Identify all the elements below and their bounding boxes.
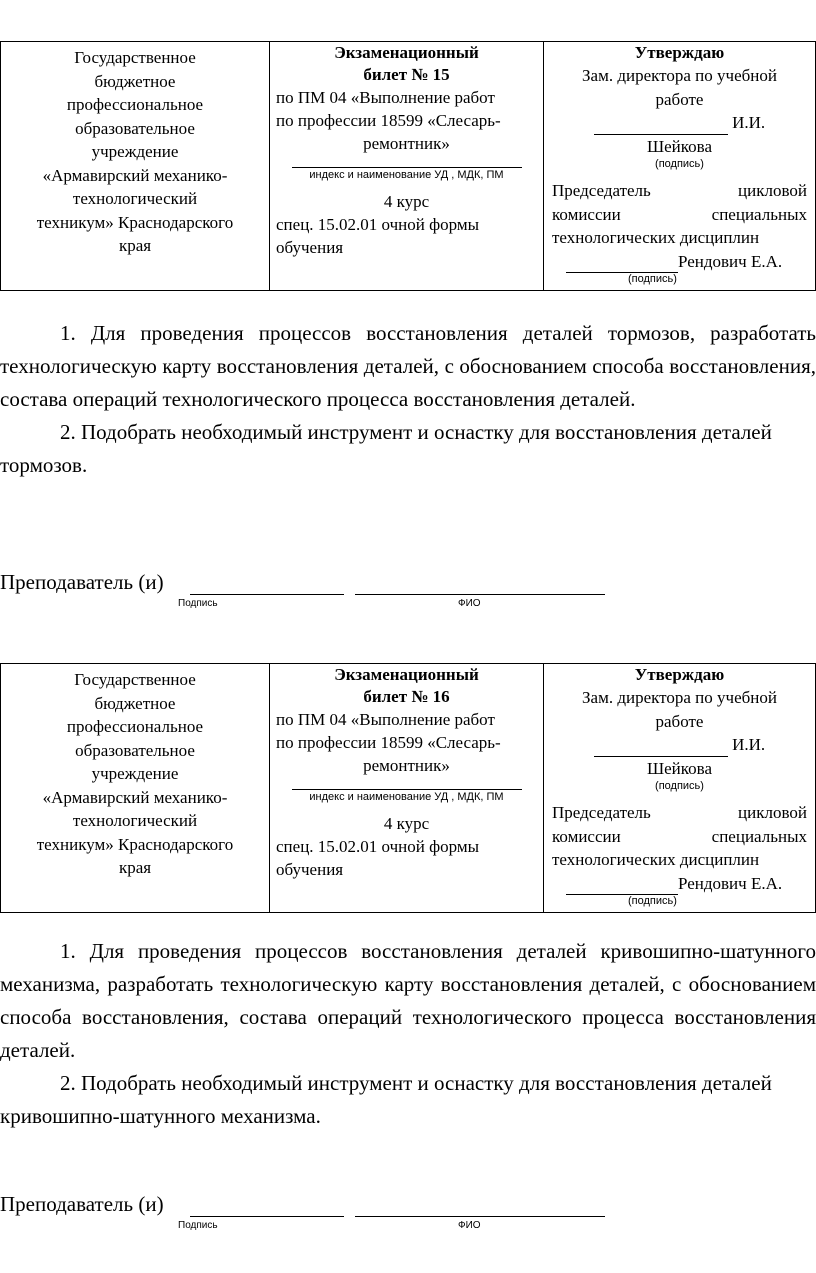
signature-caption: (подпись) xyxy=(655,780,704,792)
institution-line: бюджетное xyxy=(94,71,176,91)
institution-line: образовательное xyxy=(75,118,195,138)
spec-line: спец. 15.02.01 очной формы xyxy=(276,837,480,856)
institution-line: техникум» Краснодарского xyxy=(36,834,234,854)
teacher-sign-line xyxy=(190,1216,344,1217)
institution-line: образовательное xyxy=(75,740,195,760)
index-caption: индекс и наименование УД , МДК, ПМ xyxy=(309,169,504,181)
spec-line: обучения xyxy=(276,238,344,257)
approve-title: Утверждаю xyxy=(634,665,725,684)
institution-line: края xyxy=(118,858,152,877)
institution-line: учреждение xyxy=(91,142,179,161)
task-item: 2. Подобрать необходимый инструмент и оснастку для восстановления деталей тормозов. xyxy=(0,420,772,477)
teacher-sign-line xyxy=(190,594,344,595)
chair-signature-line xyxy=(566,250,807,274)
ticket-label: Экзаменационный xyxy=(334,665,479,684)
ticket-header-table xyxy=(0,41,816,291)
ticket-15-header xyxy=(0,41,816,291)
institution-line: бюджетное xyxy=(94,693,176,713)
institution-line: Государственное xyxy=(74,670,196,689)
spec-line: спец. 15.02.01 очной формы xyxy=(276,215,480,234)
teacher-name-line xyxy=(355,1216,605,1217)
institution-line: Государственное xyxy=(74,48,196,67)
institution-line: технологический xyxy=(72,811,198,830)
institution-line: «Армавирский механико- xyxy=(42,787,228,807)
ticket-15-tasks xyxy=(0,317,816,482)
institution-line: технологический xyxy=(72,189,198,208)
ticket-label: Экзаменационный xyxy=(334,43,479,62)
ticket-number: билет № 15 xyxy=(363,65,450,84)
subject-line: по профессии 18599 «Слесарь- xyxy=(276,733,501,752)
ticket-16-header xyxy=(0,663,816,913)
approve-signature-line xyxy=(552,733,807,757)
name-caption: ФИО xyxy=(458,1220,481,1231)
course-label: 4 курс xyxy=(383,192,430,211)
subject-line: по профессии 18599 «Слесарь- xyxy=(276,111,501,130)
ticket-number: билет № 16 xyxy=(363,687,450,706)
approve-signature-line xyxy=(552,111,807,135)
index-caption: индекс и наименование УД , МДК, ПМ xyxy=(309,791,504,803)
signature-caption: (подпись) xyxy=(655,158,704,170)
task-item: 1. Для проведения процессов восстановления деталей тормозов, разработать технологическую карту восстановления деталей, с обоснованием способа восстановления, состава операций технологического процесса восстановления деталей. xyxy=(0,321,816,411)
name-caption: ФИО xyxy=(458,598,481,609)
chair-line: Председатель цикловой xyxy=(552,181,807,200)
sign-caption: Подпись xyxy=(178,1220,218,1231)
subject-line: по ПМ 04 «Выполнение работ xyxy=(276,88,495,107)
signature-underline xyxy=(566,255,678,273)
approve-role: Зам. директора по учебной xyxy=(582,688,777,707)
ticket-16-tasks xyxy=(0,935,816,1133)
institution-line: «Армавирский механико- xyxy=(42,165,228,185)
ticket-info-cell xyxy=(270,664,544,913)
approve-role: Зам. директора по учебной xyxy=(582,66,777,85)
task-item: 1. Для проведения процессов восстановления деталей кривошипно-шатунного механизма, разработать технологическую карту восстановления деталей, с обоснованием способа восстановления, состава операций технологического процесса восстановления деталей. xyxy=(0,939,816,1062)
approval-cell xyxy=(544,664,816,913)
approve-initials: И.И. xyxy=(732,113,766,132)
chair-line: Председатель цикловой xyxy=(552,803,807,822)
approve-surname: Шейкова xyxy=(646,136,713,156)
approve-role: работе xyxy=(655,711,704,731)
subject-line: ремонтник» xyxy=(363,756,450,775)
task-item: 2. Подобрать необходимый инструмент и оснастку для восстановления деталей кривошипно-шатунного механизма. xyxy=(0,1071,772,1128)
chair-line: технологических дисциплин xyxy=(552,850,760,869)
signature-underline xyxy=(594,739,728,757)
approve-surname: Шейкова xyxy=(646,758,713,778)
chair-signature-line xyxy=(566,872,807,896)
institution-line: учреждение xyxy=(91,764,179,783)
approve-title: Утверждаю xyxy=(634,43,725,62)
signature-caption: (подпись) xyxy=(628,273,677,285)
spec-line: обучения xyxy=(276,860,344,879)
signature-underline xyxy=(566,877,678,895)
institution-cell xyxy=(1,42,270,291)
course-label: 4 курс xyxy=(383,814,430,833)
subject-line: ремонтник» xyxy=(363,134,450,153)
chair-line: технологических дисциплин xyxy=(552,228,760,247)
subject-text xyxy=(276,86,537,155)
institution-line: профессиональное xyxy=(66,717,204,736)
chair-name: Рендович Е.А. xyxy=(678,873,783,893)
approve-role: работе xyxy=(655,89,704,109)
subject-line: по ПМ 04 «Выполнение работ xyxy=(276,710,495,729)
institution-cell xyxy=(1,664,270,913)
institution-line: края xyxy=(118,236,152,255)
approve-initials: И.И. xyxy=(732,735,766,754)
signature-caption: (подпись) xyxy=(628,895,677,907)
signature-underline xyxy=(594,117,728,135)
subject-text xyxy=(276,708,537,777)
institution-line: техникум» Краснодарского xyxy=(36,212,234,232)
ticket-info-cell xyxy=(270,42,544,291)
institution-line: профессиональное xyxy=(66,95,204,114)
chair-line: комиссии специальных xyxy=(552,826,807,846)
chair-line: комиссии специальных xyxy=(552,204,807,224)
ticket-header-table xyxy=(0,663,816,913)
teacher-label: Преподаватель (и) xyxy=(0,570,164,594)
sign-caption: Подпись xyxy=(178,598,218,609)
approval-cell xyxy=(544,42,816,291)
teacher-label: Преподаватель (и) xyxy=(0,1192,164,1216)
chair-name: Рендович Е.А. xyxy=(678,251,783,271)
teacher-name-line xyxy=(355,594,605,595)
